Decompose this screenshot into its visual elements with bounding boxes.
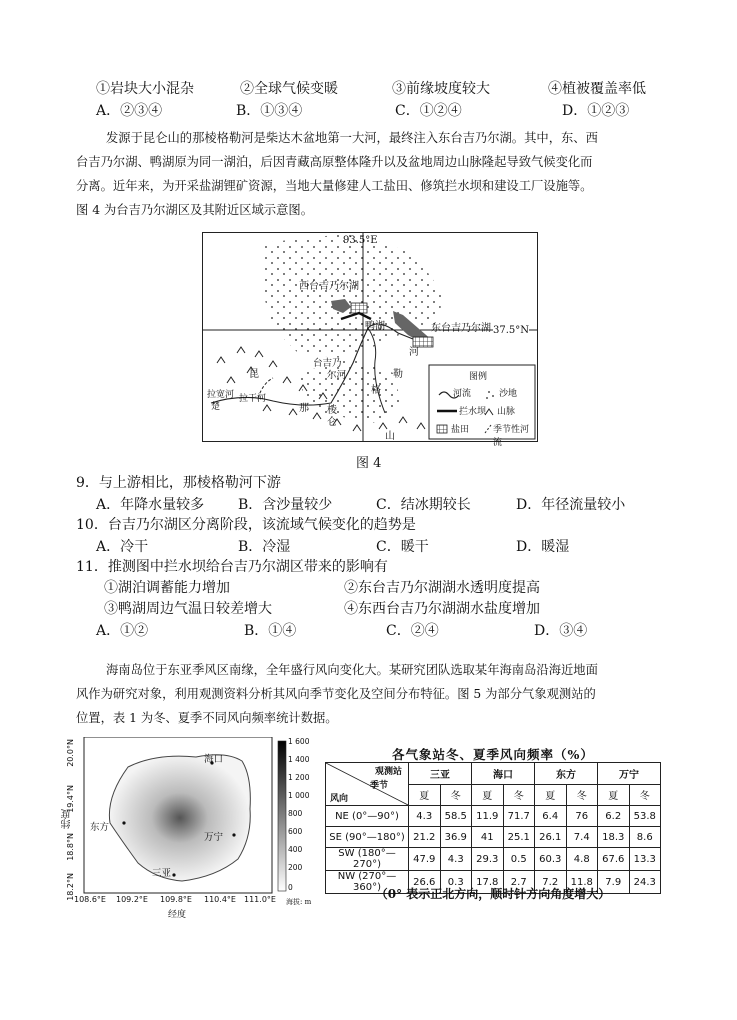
season-header: 冬	[566, 784, 598, 806]
passage2-line-1: 海南岛位于东亚季风区南缘，全年盛行风向变化大。某研究团队选取某年海南岛沿海近地面	[106, 663, 598, 677]
cbar-tick-800: 800	[288, 809, 303, 818]
direction-cell: SE (90°—180°)	[326, 827, 409, 848]
figure4-svg	[203, 233, 537, 441]
shan-label: 山	[385, 431, 395, 442]
legend-item-river: 河流	[453, 389, 472, 399]
lakuan-label-1: 拉宽河	[207, 390, 235, 400]
value-cell: 26.6	[409, 871, 441, 894]
prev-statement-2: ②全球气候变暖	[240, 81, 338, 97]
q9-option-b: B．含沙量较少	[238, 497, 333, 513]
value-cell: 6.4	[535, 806, 567, 827]
x-axis-label: 经度	[168, 910, 187, 920]
y-tick-3: 18.8°N	[66, 833, 75, 861]
value-cell: 36.9	[440, 827, 472, 848]
q11-statement-3: ③鸭湖周边气温日较差增大	[104, 601, 272, 617]
river-le-label: 勒	[393, 369, 403, 380]
passage1-line-1: 发源于昆仑山的那棱格勒河是柴达木盆地第一大河，最终注入东台吉乃尔湖。其中，东、西	[106, 131, 598, 145]
value-cell: 11.8	[566, 871, 598, 894]
q9-option-c: C．结冰期较长	[376, 497, 471, 513]
value-cell: 26.1	[535, 827, 567, 848]
value-cell: 17.8	[472, 871, 504, 894]
value-cell: 4.3	[409, 806, 441, 827]
value-cell: 25.1	[503, 827, 535, 848]
station-header-sanya: 三亚	[409, 763, 472, 785]
west-lake-label: 西台吉乃尔湖	[299, 281, 359, 292]
cbar-unit: 海拔: m	[286, 898, 312, 906]
value-cell: 67.6	[598, 848, 630, 871]
figure5-map	[62, 737, 318, 920]
passage1-line-2: 台吉乃尔湖、鸭湖原为同一湖泊，后因青藏高原整体隆升以及盆地周边山脉隆起导致气候变化而	[76, 155, 593, 169]
q11-option-d: D．③④	[534, 623, 588, 639]
value-cell: 7.2	[535, 871, 567, 894]
value-cell: 7.9	[598, 871, 630, 894]
lat-label: 37.5°N	[493, 325, 530, 336]
table1	[325, 762, 661, 894]
direction-cell: SW (180°—270°)	[326, 848, 409, 871]
value-cell: 60.3	[535, 848, 567, 871]
x-tick-2: 109.2°E	[116, 895, 148, 904]
value-cell: 71.7	[503, 806, 535, 827]
season-header: 冬	[503, 784, 535, 806]
q9-stem: 9．与上游相比，那棱格勒河下游	[76, 475, 281, 491]
season-header: 冬	[629, 784, 661, 806]
season-header: 夏	[472, 784, 504, 806]
cbar-tick-600: 600	[288, 827, 303, 836]
prev-statement-1: ①岩块大小混杂	[96, 81, 194, 97]
x-tick-1: 108.6°E	[74, 895, 106, 904]
prev-statement-3: ③前缘坡度较大	[392, 81, 490, 97]
figure4-map	[202, 232, 538, 448]
q11-statement-1: ①湖泊调蓄能力增加	[104, 580, 230, 596]
lon-label: 93.5°E	[343, 235, 378, 246]
taiji-river-label-2: 尔河	[327, 370, 347, 381]
value-cell: 13.3	[629, 848, 661, 871]
taiji-river-label-1: 台吉乃	[313, 358, 342, 369]
prev-option-b: B．①③④	[236, 103, 303, 119]
value-cell: 0.3	[440, 871, 472, 894]
q10-stem: 10．台吉乃尔湖区分离阶段，该流域气候变化的趋势是	[76, 517, 416, 533]
value-cell: 29.3	[472, 848, 504, 871]
x-tick-5: 111.0°E	[244, 895, 276, 904]
table-row	[326, 806, 661, 827]
passage2-line-2: 风作为研究对象，利用观测资料分析其风向季节变化及空间分布特征。图 5 为部分气象观测站的	[76, 687, 596, 701]
prev-option-a: A．②③④	[96, 103, 163, 119]
table-row	[326, 848, 661, 871]
station-header-dongfang: 东方	[535, 763, 598, 785]
y-axis-label: 纬度	[62, 809, 73, 829]
q11-stem: 11．推测图中拦水坝给台吉乃尔湖区带来的影响有	[76, 559, 388, 575]
value-cell: 6.2	[598, 806, 630, 827]
east-lake-label: 东台吉乃尔湖	[431, 323, 491, 334]
q10-option-a: A．冷干	[96, 539, 149, 555]
station-dongfang-label: 东方	[90, 822, 110, 833]
season-header: 夏	[535, 784, 567, 806]
lun-label: 仑	[327, 417, 337, 428]
q10-option-b: B．冷湿	[238, 539, 291, 555]
cbar-tick-1200: 1 200	[288, 773, 310, 782]
direction-cell: NE (0°—90°)	[326, 806, 409, 827]
station-header-wanning: 万宁	[598, 763, 661, 785]
corner-top-label: 观测站	[374, 767, 402, 777]
passage1-line-3: 分离。近年来，为开采盐湖锂矿资源，当地大量修建人工盐田、修筑拦水坝和建设工厂设施等。	[76, 179, 593, 193]
salt-field-1	[351, 303, 367, 313]
river-ge-label: 格	[371, 385, 381, 396]
station-haikou-label: 海口	[204, 754, 224, 765]
x-tick-3: 109.8°E	[160, 895, 192, 904]
table1-note: （0° 表示正北方向，顺时针方向角度增大）	[375, 887, 611, 901]
value-cell: 24.3	[629, 871, 661, 894]
q9-option-a: A．年降水量较多	[96, 497, 205, 513]
q10-option-c: C．暖干	[376, 539, 429, 555]
legend-item-sand: 沙地	[499, 389, 518, 399]
cbar-tick-1000: 1 000	[288, 791, 310, 800]
legend-item-dam: 拦水坝	[459, 407, 487, 417]
station-header-haikou: 海口	[472, 763, 535, 785]
value-cell: 2.7	[503, 871, 535, 894]
value-cell: 47.9	[409, 848, 441, 871]
value-cell: 7.4	[566, 827, 598, 848]
station-wanning-dot	[232, 833, 235, 836]
table-corner	[326, 763, 409, 806]
x-tick-4: 110.4°E	[204, 895, 236, 904]
value-cell: 76	[566, 806, 598, 827]
q10-option-d: D．暖湿	[516, 539, 570, 555]
season-header: 夏	[409, 784, 441, 806]
legend-item-seasonal: 季节性河流	[493, 425, 530, 448]
cbar-tick-0: 0	[288, 883, 293, 892]
value-cell: 8.6	[629, 827, 661, 848]
y-tick-2: 19.4°N	[66, 785, 75, 813]
value-cell: 41	[472, 827, 504, 848]
duck-lake-label: 鸭湖	[365, 321, 385, 332]
table-row	[326, 827, 661, 848]
y-tick-1: 20.0°N	[66, 739, 75, 767]
kun-label: 昆	[249, 369, 259, 380]
legend-item-salt: 盐田	[451, 425, 470, 435]
cbar-tick-1400: 1 400	[288, 755, 310, 764]
lakuan-label-2: 楚	[211, 402, 221, 412]
cbar-tick-400: 400	[288, 845, 303, 854]
legend-title: 图例	[469, 372, 488, 382]
station-sanya-label: 三亚	[152, 868, 172, 879]
lagan-label: 拉干河	[239, 394, 267, 404]
value-cell: 4.8	[566, 848, 598, 871]
station-dongfang-dot	[122, 821, 125, 824]
q11-option-a: A．①②	[96, 623, 149, 639]
prev-statement-4: ④植被覆盖率低	[548, 81, 646, 97]
q11-statement-2: ②东台吉乃尔湖湖水透明度提高	[344, 580, 540, 596]
value-cell: 4.3	[440, 848, 472, 871]
passage1-line-4: 图 4 为台吉乃尔湖区及其附近区域示意图。	[76, 203, 313, 217]
q9-option-d: D．年径流量较小	[516, 497, 626, 513]
direction-cell: NW (270°—360°)	[326, 871, 409, 894]
colorbar	[278, 741, 286, 891]
value-cell: 21.2	[409, 827, 441, 848]
value-cell: 18.3	[598, 827, 630, 848]
corner-mid-label: 季节	[369, 781, 388, 791]
corner-bottom-label: 风向	[330, 794, 349, 804]
season-header: 冬	[440, 784, 472, 806]
figure4-caption: 图 4	[356, 456, 382, 471]
value-cell: 0.5	[503, 848, 535, 871]
q11-option-c: C．②④	[386, 623, 439, 639]
na-label: 那	[299, 403, 309, 414]
cbar-tick-1600: 1 600	[288, 737, 310, 746]
legend-salt-icon	[437, 425, 447, 433]
passage2-line-3: 位置，表 1 为冬、夏季不同风向频率统计数据。	[76, 711, 338, 725]
ling-label: 棱	[327, 405, 337, 416]
prev-option-d: D．①②③	[562, 103, 630, 119]
cbar-tick-200: 200	[288, 863, 303, 872]
station-sanya-dot	[172, 873, 175, 876]
prev-option-c: C．①②④	[395, 103, 462, 119]
value-cell: 53.8	[629, 806, 661, 827]
river-he-label: 河	[409, 347, 419, 358]
value-cell: 58.5	[440, 806, 472, 827]
value-cell: 11.9	[472, 806, 504, 827]
y-tick-4: 18.2°N	[66, 873, 75, 901]
q11-option-b: B．①④	[244, 623, 297, 639]
q11-statement-4: ④东西台吉乃尔湖湖水盐度增加	[344, 601, 540, 617]
legend-item-mountain: 山脉	[497, 407, 516, 417]
season-header: 夏	[598, 784, 630, 806]
station-wanning-label: 万宁	[204, 832, 224, 843]
table1-title: 各气象站冬、夏季风向频率（%）	[392, 747, 594, 762]
